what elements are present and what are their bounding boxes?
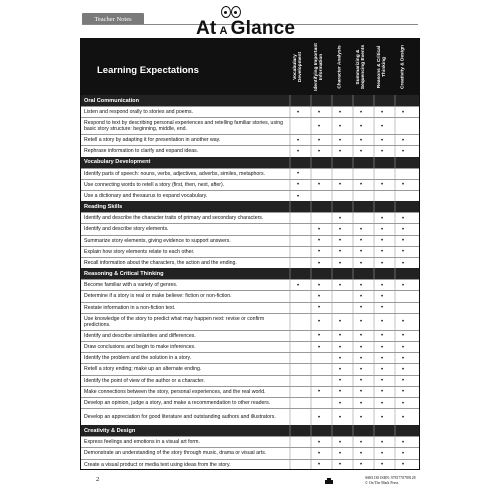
checkmark-dot: • — [380, 282, 384, 289]
checkmark-dot: • — [401, 182, 405, 189]
checkmark-dot: • — [338, 462, 342, 469]
expectation-text: Develop an opinion, judge a story, and make a recommendation to other readers. — [84, 399, 271, 406]
checkmark-dot: • — [317, 439, 321, 446]
table-row — [81, 168, 419, 179]
checkmark-dot: • — [380, 439, 384, 446]
checkmark-dot: • — [296, 182, 300, 189]
column-header: Identifying Important Information — [313, 43, 324, 91]
publisher-logo-icon — [325, 478, 335, 485]
checkmark-dot: • — [338, 137, 342, 144]
checkmark-dot: • — [338, 366, 342, 373]
expectation-text: Explain how story elements relate to each other. — [84, 248, 195, 255]
checkmark-dot: • — [401, 319, 405, 326]
table-row — [81, 363, 419, 374]
expectation-text: Identify the problem and the solution in a story. — [84, 355, 192, 362]
checkmark-dot: • — [317, 450, 321, 457]
checkmark-dot: • — [401, 366, 405, 373]
checkmark-dot: • — [338, 439, 342, 446]
checkmark-dot: • — [338, 148, 342, 155]
expectation-text: Use connecting words to retell a story (first, then, next, after). — [84, 181, 225, 188]
table-row — [81, 330, 419, 341]
checkmark-dot: • — [380, 249, 384, 256]
checkmark-dot: • — [338, 378, 342, 385]
checkmark-dot: • — [359, 414, 363, 421]
table-row — [81, 279, 419, 290]
expectation-text: Identify parts of speech: nouns, verbs, adjectives, adverbs, similes, metaphors. — [84, 170, 266, 177]
expectation-text: Create a visual product or media text using ideas from the story. — [84, 461, 231, 468]
expectation-text: Restate information in a non-fiction text. — [84, 304, 176, 311]
checkmark-dot: • — [401, 414, 405, 421]
expectation-text: Draw conclusions and begin to make inferences. — [84, 343, 196, 350]
column-header: Creativity & Design — [400, 45, 406, 89]
table-row — [81, 290, 419, 301]
checkmark-dot: • — [380, 123, 384, 130]
checkmark-dot: • — [317, 249, 321, 256]
checkmark-dot: • — [338, 249, 342, 256]
checkmark-dot: • — [296, 137, 300, 144]
table-row — [81, 235, 419, 246]
checkmark-dot: • — [359, 182, 363, 189]
checkmark-dot: • — [359, 389, 363, 396]
table-row — [81, 386, 419, 397]
expectation-text: Demonstrate an understanding of the story through music, drama or visual arts. — [84, 450, 267, 457]
expectation-text: Express feelings and emotions in a visual art form. — [84, 439, 200, 446]
checkmark-dot: • — [380, 462, 384, 469]
column-header: Character Analysis — [337, 45, 343, 89]
checkmark-dot: • — [338, 260, 342, 267]
checkmark-dot: • — [317, 182, 321, 189]
section-header: Oral Communication — [81, 95, 419, 106]
expectation-text: Make connections between the story, personal experiences, and the real world. — [84, 388, 266, 395]
checkmark-dot: • — [317, 333, 321, 340]
checkmark-dot: • — [317, 226, 321, 233]
checkmark-dot: • — [296, 171, 300, 178]
checkmark-dot: • — [317, 344, 321, 351]
checkmark-dot: • — [359, 249, 363, 256]
checkmark-dot: • — [359, 109, 363, 116]
checkmark-dot: • — [380, 137, 384, 144]
checkmark-dot: • — [338, 389, 342, 396]
checkmark-dot: • — [401, 249, 405, 256]
checkmark-dot: • — [380, 344, 384, 351]
checkmark-dot: • — [380, 260, 384, 267]
checkmark-dot: • — [401, 462, 405, 469]
checkmark-dot: • — [380, 148, 384, 155]
checkmark-dot: • — [359, 305, 363, 312]
checkmark-dot: • — [401, 439, 405, 446]
table-row — [81, 212, 419, 223]
checkmark-dot: • — [359, 344, 363, 351]
checkmark-dot: • — [359, 378, 363, 385]
checkmark-dot: • — [317, 389, 321, 396]
checkmark-dot: • — [401, 137, 405, 144]
table-row — [81, 459, 419, 470]
expectation-text: Identify and describe story elements. — [84, 226, 169, 233]
expectation-text: Determine if a story is real or make believe: fiction or non-fiction. — [84, 293, 232, 300]
expectation-text: Identify and describe the character traits of primary and secondary characters. — [84, 215, 264, 222]
checkmark-dot: • — [296, 109, 300, 116]
checkmark-dot: • — [401, 226, 405, 233]
expectation-text: Respond to text by describing personal experiences and retelling familiar stories, using basic story structure: beginning, middle, end. — [84, 119, 283, 133]
checkmark-dot: • — [380, 109, 384, 116]
table-row — [81, 302, 419, 313]
table-row — [81, 190, 419, 201]
checkmark-dot: • — [401, 355, 405, 362]
expectation-text: Identify the point of view of the author or a character. — [84, 377, 205, 384]
checkmark-dot: • — [401, 389, 405, 396]
table-row — [81, 106, 419, 117]
checkmark-dot: • — [317, 260, 321, 267]
checkmark-dot: • — [338, 238, 342, 245]
checkmark-dot: • — [401, 400, 405, 407]
checkmark-dot: • — [338, 319, 342, 326]
checkmark-dot: • — [401, 333, 405, 340]
checkmark-dot: • — [380, 400, 384, 407]
checkmark-dot: • — [338, 333, 342, 340]
page-number: 2 — [96, 476, 100, 483]
table-row — [81, 447, 419, 458]
section-header: Reasoning & Critical Thinking — [81, 268, 419, 279]
checkmark-dot: • — [359, 355, 363, 362]
checkmark-dot: • — [338, 450, 342, 457]
expectation-text: Summarize story elements, giving evidence to support answers. — [84, 237, 231, 244]
checkmark-dot: • — [338, 215, 342, 222]
checkmark-dot: • — [359, 293, 363, 300]
checkmark-dot: • — [380, 182, 384, 189]
table-row — [81, 223, 419, 234]
table-row — [81, 352, 419, 363]
section-header: Reading Skills — [81, 201, 419, 212]
table-header — [81, 39, 419, 95]
checkmark-dot: • — [380, 293, 384, 300]
checkmark-dot: • — [317, 293, 321, 300]
expectation-text: Use knowledge of the story to predict what may happen next: revise or confirm predictions. — [84, 315, 265, 328]
checkmark-dot: • — [380, 414, 384, 421]
checkmark-dot: • — [296, 193, 300, 200]
checkmark-dot: • — [359, 260, 363, 267]
section-header: Creativity & Design — [81, 425, 419, 436]
footer-code: SSR1130 ISBN: 9781770789128 © On The Mark Press — [365, 476, 416, 485]
column-header: Summarizing & Sequencing Events — [355, 44, 366, 90]
checkmark-dot: • — [359, 137, 363, 144]
checkmark-dot: • — [338, 109, 342, 116]
page-title: At A Glance — [196, 18, 296, 39]
expectation-text: Develop an appreciation for good literature and outstanding authors and illustrators. — [84, 414, 276, 421]
checkmark-dot: • — [401, 344, 405, 351]
checkmark-dot: • — [296, 282, 300, 289]
expectation-text: Use a dictionary and thesaurus to expand vocabulary. — [84, 192, 208, 199]
checkmark-dot: • — [401, 215, 405, 222]
table-row — [81, 408, 419, 425]
checkmark-dot: • — [401, 450, 405, 457]
checkmark-dot: • — [380, 305, 384, 312]
table-row — [81, 117, 419, 134]
checkmark-dot: • — [338, 226, 342, 233]
checkmark-dot: • — [338, 182, 342, 189]
checkmark-dot: • — [317, 137, 321, 144]
checkmark-dot: • — [359, 123, 363, 130]
table-row — [81, 179, 419, 190]
expectation-text: Listen and respond orally to stories and poems. — [84, 108, 194, 115]
checkmark-dot: • — [359, 226, 363, 233]
checkmark-dot: • — [359, 366, 363, 373]
checkmark-dot: • — [317, 123, 321, 130]
expectation-text: Retell a story by adapting it for presentation in another way. — [84, 137, 221, 144]
table-row — [81, 436, 419, 447]
checkmark-dot: • — [359, 400, 363, 407]
checkmark-dot: • — [380, 355, 384, 362]
checkmark-dot: • — [359, 439, 363, 446]
table-row — [81, 257, 419, 268]
expectation-text: Rephrase information to clarify and expand ideas. — [84, 148, 199, 155]
expectation-text: Identify and describe similarities and differences. — [84, 332, 196, 339]
expectation-text: Recall information about the characters, the action and the ending. — [84, 259, 237, 266]
teacher-notes-tab: Teacher Notes — [82, 13, 144, 25]
table-row — [81, 134, 419, 145]
checkmark-dot: • — [338, 355, 342, 362]
checkmark-dot: • — [359, 462, 363, 469]
checkmark-dot: • — [338, 344, 342, 351]
table-row — [81, 375, 419, 386]
table-row — [81, 246, 419, 257]
checkmark-dot: • — [401, 260, 405, 267]
checkmark-dot: • — [359, 282, 363, 289]
table-row — [81, 397, 419, 408]
expectation-text: Retell a story ending; make up an alternate ending. — [84, 366, 202, 373]
expectation-text: Become familiar with a variety of genres. — [84, 282, 178, 289]
checkmark-dot: • — [317, 462, 321, 469]
header-label: Learning Expectations — [97, 65, 199, 76]
table-row — [81, 145, 419, 156]
checkmark-dot: • — [359, 148, 363, 155]
checkmark-dot: • — [317, 305, 321, 312]
checkmark-dot: • — [401, 109, 405, 116]
checkmark-dot: • — [401, 148, 405, 155]
checkmark-dot: • — [338, 123, 342, 130]
checkmark-dot: • — [380, 389, 384, 396]
expectations-table — [80, 38, 420, 470]
checkmark-dot: • — [401, 238, 405, 245]
checkmark-dot: • — [380, 450, 384, 457]
checkmark-dot: • — [359, 333, 363, 340]
checkmark-dot: • — [317, 238, 321, 245]
checkmark-dot: • — [380, 366, 384, 373]
checkmark-dot: • — [338, 282, 342, 289]
checkmark-dot: • — [380, 378, 384, 385]
checkmark-dot: • — [317, 414, 321, 421]
checkmark-dot: • — [317, 319, 321, 326]
table-row — [81, 313, 419, 330]
checkmark-dot: • — [317, 148, 321, 155]
checkmark-dot: • — [296, 148, 300, 155]
checkmark-dot: • — [359, 450, 363, 457]
checkmark-dot: • — [401, 378, 405, 385]
checkmark-dot: • — [380, 238, 384, 245]
section-header: Vocabulary Development — [81, 157, 419, 168]
checkmark-dot: • — [380, 226, 384, 233]
checkmark-dot: • — [401, 282, 405, 289]
checkmark-dot: • — [380, 333, 384, 340]
column-header: Vocabulary Development — [292, 51, 303, 83]
checkmark-dot: • — [338, 414, 342, 421]
checkmark-dot: • — [338, 400, 342, 407]
checkmark-dot: • — [317, 109, 321, 116]
checkmark-dot: • — [380, 319, 384, 326]
checkmark-dot: • — [380, 215, 384, 222]
checkmark-dot: • — [317, 282, 321, 289]
checkmark-dot: • — [359, 238, 363, 245]
column-header: Reasons & Critical Thinking — [376, 45, 387, 89]
table-row — [81, 341, 419, 352]
eyes-icon — [221, 6, 241, 17]
checkmark-dot: • — [359, 319, 363, 326]
